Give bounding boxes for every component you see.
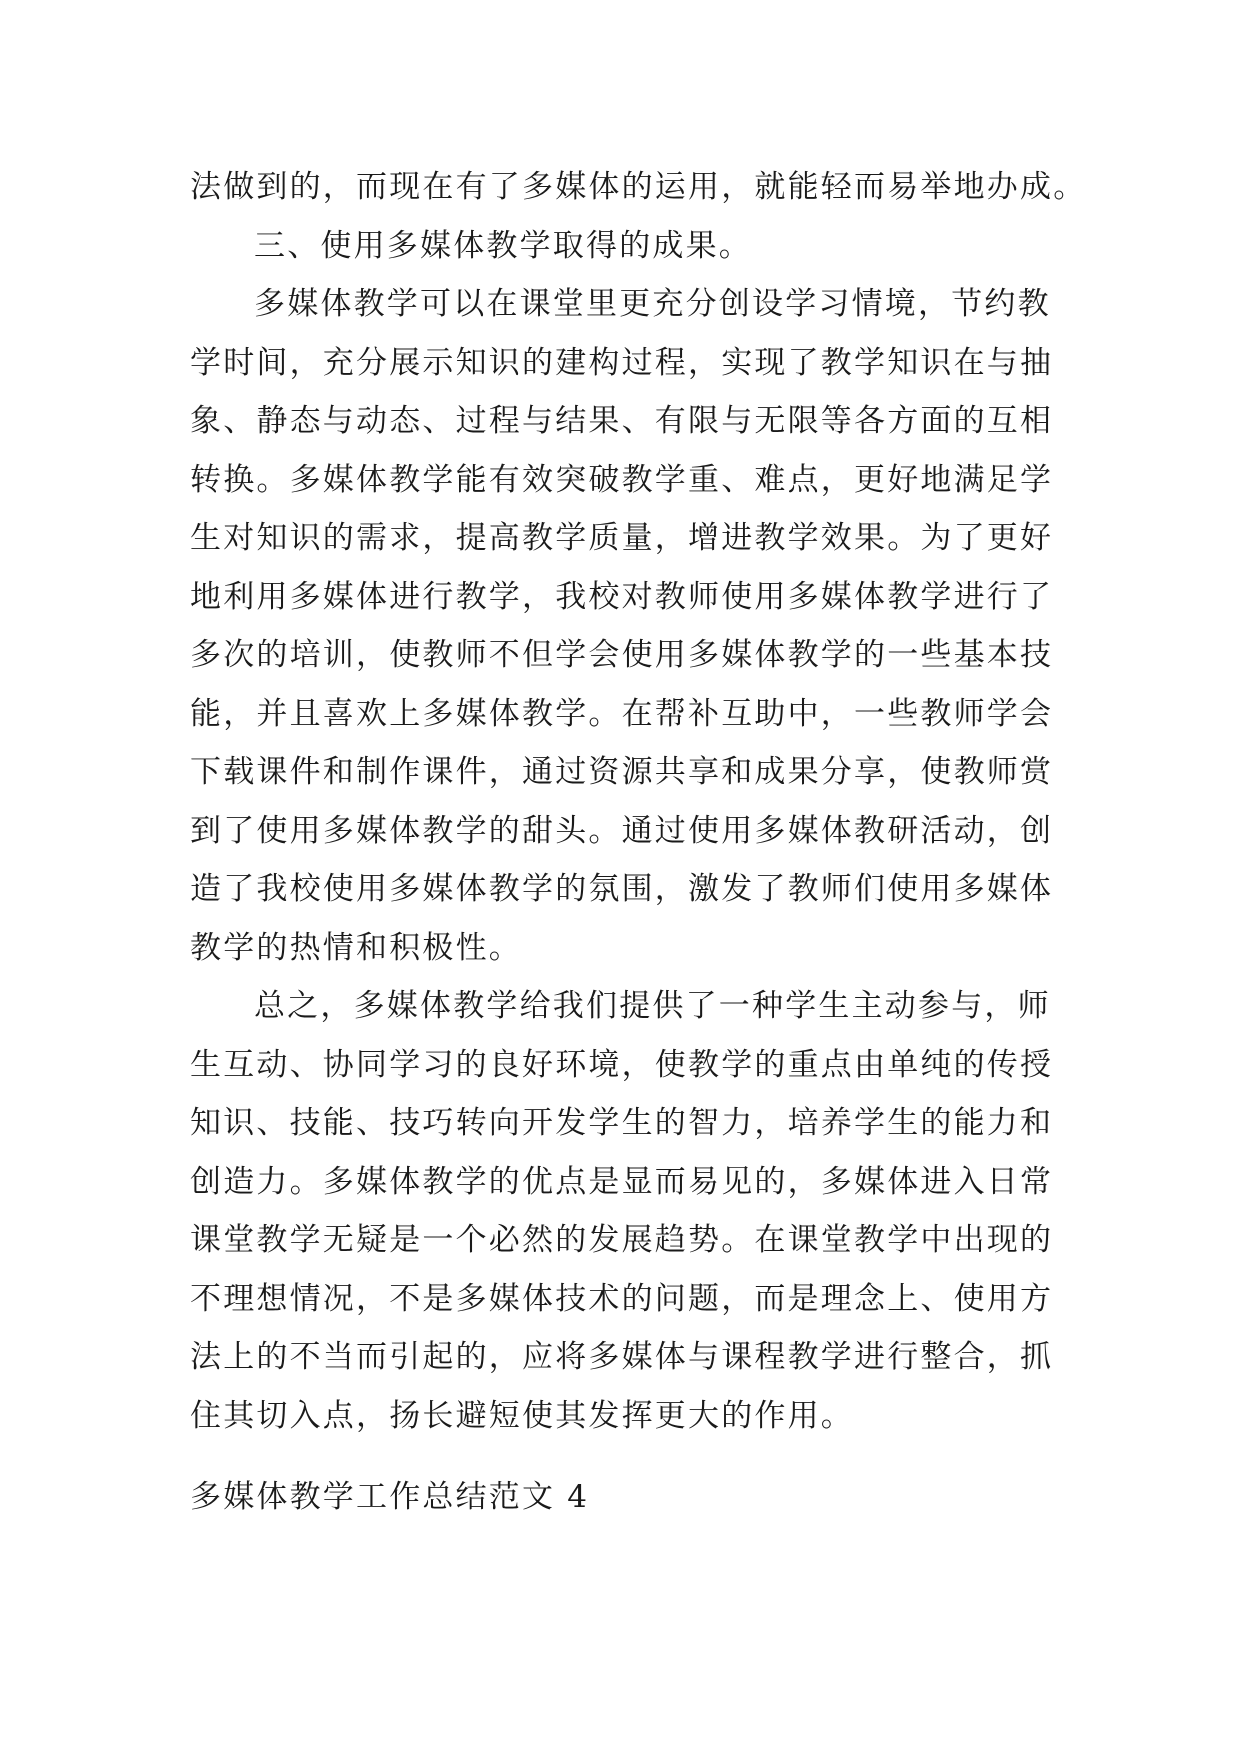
next-article-heading: 多媒体教学工作总结范文 4 (190, 1479, 590, 1515)
text-line: 课堂教学无疑是一个必然的发展趋势。在课堂教学中出现的 (190, 1222, 1054, 1258)
text-line: 创造力。多媒体教学的优点是显而易见的，多媒体进入日常 (190, 1163, 1054, 1200)
text-line: 法上的不当而引起的，应将多媒体与课程教学进行整合，抓 (190, 1339, 1054, 1375)
text-line: 能，并且喜欢上多媒体教学。在帮补互助中，一些教师学会 (190, 695, 1054, 732)
text-line: 学时间，充分展示知识的建构过程，实现了教学知识在与抽 (190, 344, 1054, 381)
paragraph-start: 多媒体教学可以在课堂里更充分创设学习情境，节约教 (254, 286, 1051, 322)
text-line: 不理想情况，不是多媒体技术的问题，而是理念上、使用方 (190, 1280, 1054, 1317)
text-line: 地利用多媒体进行教学，我校对教师使用多媒体教学进行了 (190, 578, 1054, 615)
paragraph-start: 总之，多媒体教学给我们提供了一种学生主动参与，师 (254, 988, 1051, 1024)
text-line: 法做到的，而现在有了多媒体的运用，就能轻而易举地办成。 (190, 169, 1087, 205)
section-heading: 三、使用多媒体教学取得的成果。 (254, 227, 752, 264)
text-line: 生互动、协同学习的良好环境，使教学的重点由单纯的传授 (190, 1046, 1054, 1083)
text-line: 转换。多媒体教学能有效突破教学重、难点，更好地满足学 (190, 461, 1054, 498)
text-line: 多次的培训，使教师不但学会使用多媒体教学的一些基本技 (190, 637, 1054, 673)
text-line: 下载课件和制作课件，通过资源共享和成果分享，使教师赏 (190, 754, 1054, 790)
text-line: 到了使用多媒体教学的甜头。通过使用多媒体教研活动，创 (190, 812, 1054, 849)
body-text (190, 158, 1087, 1445)
text-line: 教学的热情和积极性。 (190, 929, 522, 966)
text-line: 住其切入点，扬长避短使其发挥更大的作用。 (190, 1397, 854, 1434)
text-line: 知识、技能、技巧转向开发学生的智力，培养学生的能力和 (190, 1105, 1054, 1141)
text-line: 象、静态与动态、过程与结果、有限与无限等各方面的互相 (190, 403, 1054, 439)
text-line: 造了我校使用多媒体教学的氛围，激发了教师们使用多媒体 (190, 871, 1054, 907)
text-line: 生对知识的需求，提高教学质量，增进教学效果。为了更好 (190, 520, 1054, 556)
